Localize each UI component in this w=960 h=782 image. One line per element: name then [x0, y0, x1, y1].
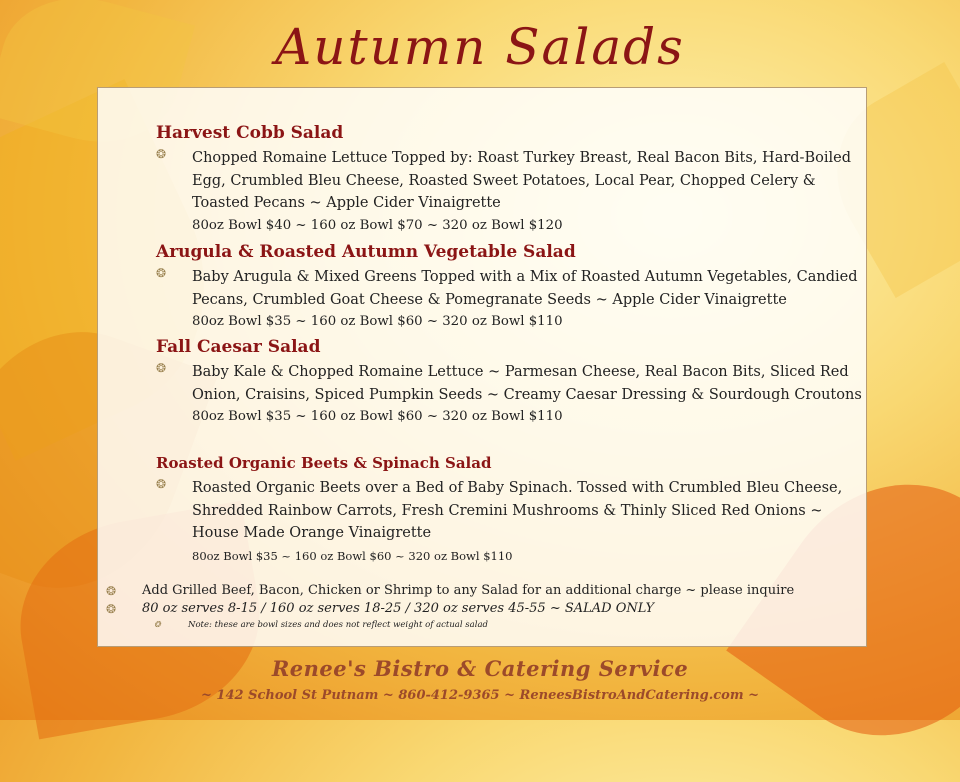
- salad-item-harvest-cobb: [156, 122, 862, 237]
- menu-notes: [106, 582, 856, 632]
- salad-name: Fall Caesar Salad: [156, 337, 321, 357]
- servings-text: 80 oz serves 8-15 / 160 oz serves 18-25 / 320 oz serves 45-55 ~ SALAD ONLY: [142, 601, 655, 616]
- salad-name: Harvest Cobb Salad: [156, 123, 344, 143]
- salad-details: [156, 147, 862, 237]
- business-contact: ~ 142 School St Putnam ~ 860-412-9365 ~ ReneesBistroAndCatering.com ~: [200, 688, 759, 703]
- leaf-bullet-icon: ❂: [156, 361, 167, 375]
- leaf-bullet-icon: ❂: [156, 147, 167, 161]
- disclaimer-text: Note: these are bowl sizes and does not reflect weight of actual salad: [188, 620, 488, 630]
- salad-item-fall-caesar: [156, 336, 862, 429]
- disclaimer-note: [106, 618, 856, 632]
- add-on-text: Add Grilled Beef, Bacon, Chicken or Shrimp to any Salad for an additional charge ~ please inquire: [142, 583, 795, 598]
- menu-panel: [97, 87, 867, 647]
- leaf-bullet-icon: ❂: [106, 584, 117, 598]
- salad-description: Roasted Organic Beets over a Bed of Baby Spinach. Tossed with Crumbled Bleu Cheese, Shredded Rainbow Carrots, Fresh Cremini Mushrooms & Thinly Sliced Red Onions ~ House Made Orange Vinaigrette: [192, 480, 843, 541]
- leaf-bullet-icon: ❂: [154, 620, 161, 629]
- salad-item-arugula: [156, 241, 862, 334]
- page-title: Autumn Salads: [275, 18, 685, 76]
- salad-name: Roasted Organic Beets & Spinach Salad: [156, 454, 492, 472]
- leaf-bullet-icon: ❂: [106, 602, 117, 616]
- leaf-bullet-icon: ❂: [156, 477, 167, 491]
- salad-description: Baby Arugula & Mixed Greens Topped with a Mix of Roasted Autumn Vegetables, Candied Pecans, Crumbled Goat Cheese & Pomegranate Seeds ~ Apple Cider Vinaigrette: [192, 269, 858, 308]
- leaf-bullet-icon: ❂: [156, 266, 167, 280]
- salad-prices: 80oz Bowl $40 ~ 160 oz Bowl $70 ~ 320 oz Bowl $120: [192, 217, 563, 233]
- business-name: Renee's Bistro & Catering Service: [271, 656, 689, 681]
- salad-details: [156, 266, 862, 334]
- servings-note: [106, 600, 856, 618]
- salad-prices: 80oz Bowl $35 ~ 160 oz Bowl $60 ~ 320 oz Bowl $110: [192, 409, 563, 424]
- add-on-note: [106, 582, 856, 600]
- salad-item-beets-spinach: [156, 452, 862, 567]
- salad-prices: 80oz Bowl $35 ~ 160 oz Bowl $60 ~ 320 oz Bowl $110: [192, 314, 563, 329]
- salad-prices: 80oz Bowl $35 ~ 160 oz Bowl $60 ~ 320 oz Bowl $110: [192, 548, 513, 563]
- salad-name: Arugula & Roasted Autumn Vegetable Salad: [156, 242, 576, 262]
- salad-description: Baby Kale & Chopped Romaine Lettuce ~ Parmesan Cheese, Real Bacon Bits, Sliced Red Onion, Craisins, Spiced Pumpkin Seeds ~ Creamy Caesar Dressing & Sourdough Croutons: [192, 364, 862, 403]
- salad-details: [156, 361, 862, 429]
- salad-description: Chopped Romaine Lettuce Topped by: Roast Turkey Breast, Real Bacon Bits, Hard-Boiled Egg, Crumbled Bleu Cheese, Roasted Sweet Potatoes, Local Pear, Chopped Celery & Toasted Pecans ~ Apple Cider Vinaigrette: [192, 150, 851, 211]
- salad-details: [156, 477, 862, 567]
